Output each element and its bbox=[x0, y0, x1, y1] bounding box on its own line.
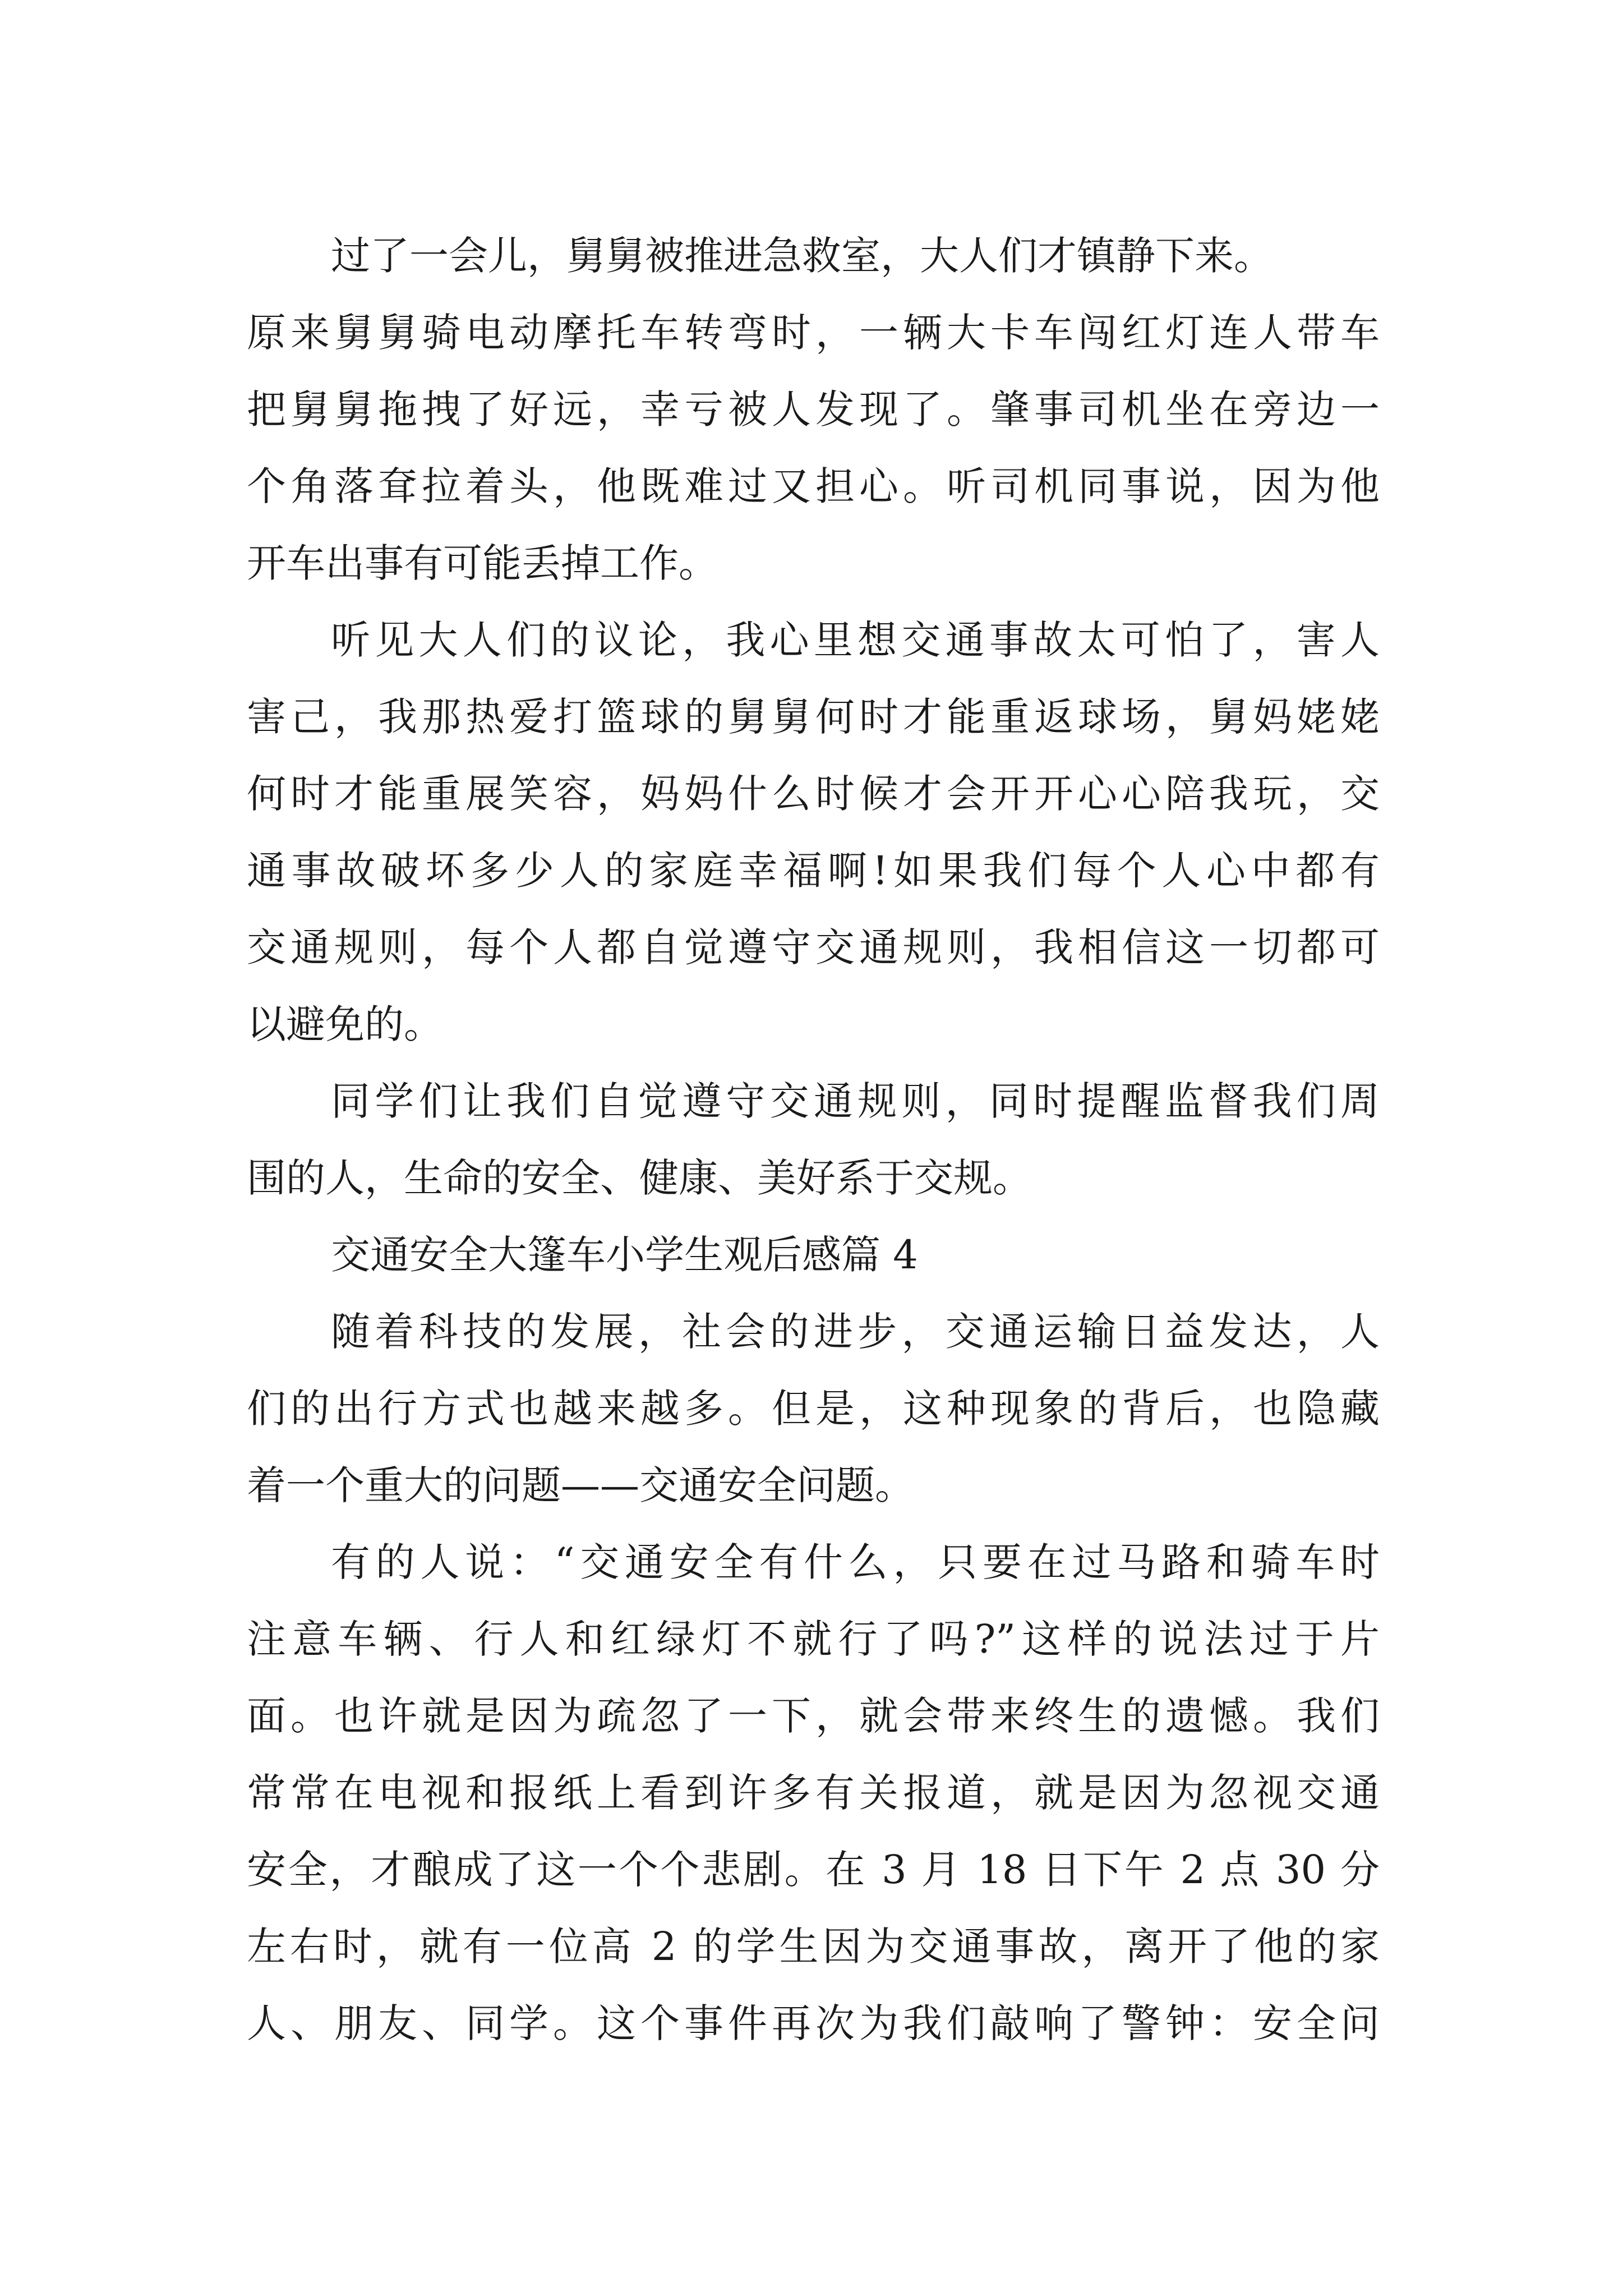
paragraph-2-line-2: 害己，我那热爱打篮球的舅舅何时才能重返球场，舅妈姥姥 bbox=[247, 694, 1380, 740]
paragraph-5-line-2: 注意车辆、行人和红绿灯不就行了吗?”这样的说法过于片 bbox=[247, 1616, 1380, 1662]
paragraph-1-line-2: 原来舅舅骑电动摩托车转弯时，一辆大卡车闯红灯连人带车 bbox=[247, 310, 1380, 356]
paragraph-1-line-5: 开车出事有可能丢掉工作。 bbox=[247, 540, 718, 586]
paragraph-2-line-1: 听见大人们的议论，我心里想交通事故太可怕了，害人 bbox=[331, 617, 1380, 663]
paragraph-5-line-1: 有的人说：“交通安全有什么，只要在过马路和骑车时 bbox=[331, 1539, 1380, 1585]
section-heading: 交通安全大篷车小学生观后感篇 4 bbox=[331, 1232, 918, 1278]
paragraph-5-line-7: 人、朋友、同学。这个事件再次为我们敲响了警钟：安全问 bbox=[247, 2000, 1380, 2046]
document-body bbox=[247, 218, 1380, 2062]
paragraph-1-line-4: 个角落耷拉着头，他既难过又担心。听司机同事说，因为他 bbox=[247, 463, 1380, 509]
paragraph-2-line-4: 通事故破坏多少人的家庭幸福啊!如果我们每个人心中都有 bbox=[247, 848, 1380, 894]
paragraph-5-line-4: 常常在电视和报纸上看到许多有关报道，就是因为忽视交通 bbox=[247, 1770, 1380, 1816]
paragraph-3-line-2: 围的人，生命的安全、健康、美好系于交规。 bbox=[247, 1155, 1032, 1201]
paragraph-1-line-1: 过了一会儿，舅舅被推进急救室，大人们才镇静下来。 bbox=[331, 233, 1273, 279]
paragraph-3-line-1: 同学们让我们自觉遵守交通规则，同时提醒监督我们周 bbox=[331, 1078, 1380, 1124]
paragraph-5-line-5: 安全，才酿成了这一个个悲剧。在 3 月 18 日下午 2 点 30 分 bbox=[247, 1847, 1380, 1893]
paragraph-2-line-6: 以避免的。 bbox=[247, 1001, 443, 1047]
paragraph-5-line-6: 左右时，就有一位高 2 的学生因为交通事故，离开了他的家 bbox=[247, 1924, 1380, 1970]
paragraph-4-line-1: 随着科技的发展，社会的进步，交通运输日益发达，人 bbox=[331, 1309, 1380, 1355]
paragraph-2-line-3: 何时才能重展笑容，妈妈什么时候才会开开心心陪我玩，交 bbox=[247, 771, 1380, 817]
paragraph-1-line-3: 把舅舅拖拽了好远，幸亏被人发现了。肇事司机坐在旁边一 bbox=[247, 386, 1380, 432]
paragraph-4-line-3: 着一个重大的问题——交通安全问题。 bbox=[247, 1462, 914, 1508]
paragraph-2-line-5: 交通规则，每个人都自觉遵守交通规则，我相信这一切都可 bbox=[247, 924, 1380, 970]
paragraph-5-line-3: 面。也许就是因为疏忽了一下，就会带来终生的遗憾。我们 bbox=[247, 1693, 1380, 1739]
paragraph-4-line-2: 们的出行方式也越来越多。但是，这种现象的背后，也隐藏 bbox=[247, 1386, 1380, 1432]
